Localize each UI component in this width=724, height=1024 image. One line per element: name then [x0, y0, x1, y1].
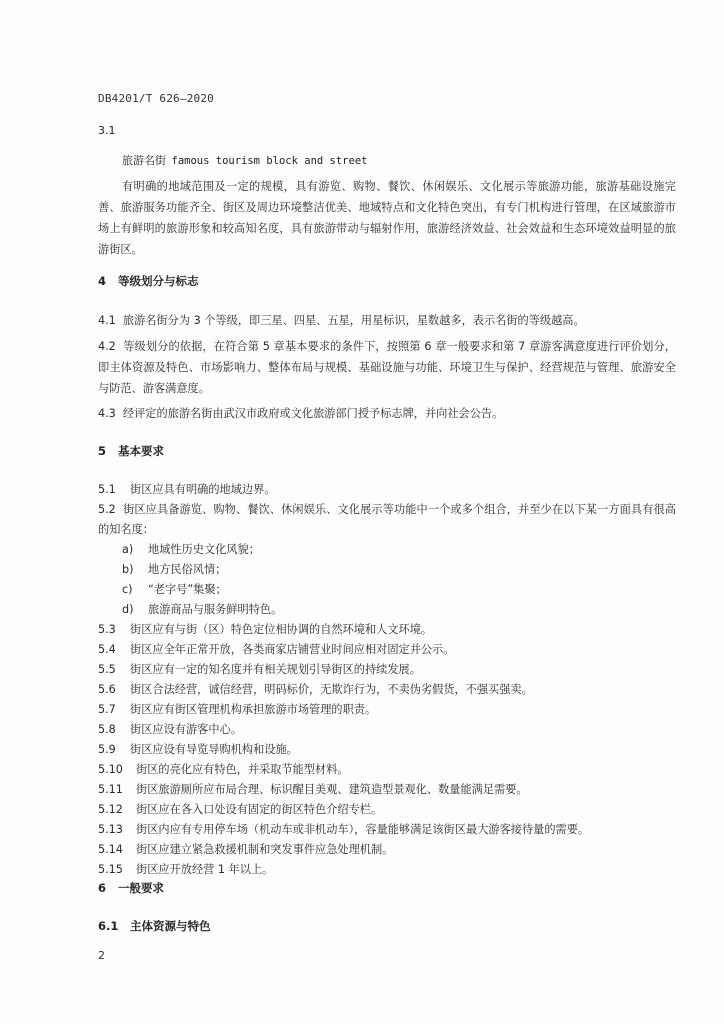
- list-marker: c): [122, 583, 133, 596]
- clause-5-7: [98, 700, 676, 720]
- section-6-heading: [98, 880, 164, 896]
- term-number: 3.1: [98, 124, 116, 137]
- list-item-d: [122, 600, 282, 620]
- clause-number: 5.8: [98, 723, 116, 736]
- clause-number: 5.5: [98, 663, 116, 676]
- clause-number: 5.9: [98, 743, 116, 756]
- clause-text: 街区的亮化应有特色，并采取节能型材料。: [136, 763, 349, 776]
- clause-text: 街区应设有导览导购机构和设施。: [130, 743, 298, 756]
- clause-5-3: [98, 620, 676, 640]
- clause-number: 5.3: [98, 623, 116, 636]
- clause-number: 5.1: [98, 483, 116, 496]
- clause-number: 5.2: [98, 503, 116, 516]
- clause-text: 等级划分的依据，在符合第 5 章基本要求的条件下，按照第 6 章一般要求和第 7 章游客满意度进行评价划分，即主体资源及特色、市场影响力、整体布局与规模、基础设施与功能、环境卫生与保护、经营规范与管理、旅游安全与防范、游客满意度。: [98, 340, 676, 395]
- clause-text: 街区应具备游览、购物、餐饮、休闲娱乐、文化展示等功能中一个或多个组合，并至少在以下某一方面具有很高的知名度：: [98, 503, 676, 536]
- section-6-title: 一般要求: [118, 881, 164, 895]
- clause-5-11: [98, 780, 676, 800]
- section-5-number: 5: [98, 444, 107, 458]
- clause-text: 街区应有街区管理机构承担旅游市场管理的职责。: [130, 703, 377, 716]
- clause-number: 4.1: [98, 314, 116, 327]
- list-item-b: [122, 560, 226, 580]
- clause-number: 5.4: [98, 643, 116, 656]
- clause-number: 5.11: [98, 783, 123, 796]
- clause-number: 4.3: [98, 407, 116, 420]
- section-4-heading: [98, 273, 199, 289]
- clause-5-15: [98, 860, 676, 880]
- list-text: “老字号”集聚；: [148, 583, 227, 596]
- clause-text: 旅游名街分为 3 个等级，即三星、四星、五星，用星标识，星数越多，表示名街的等级越高。: [122, 314, 585, 327]
- clause-text: 经评定的旅游名街由武汉市政府或文化旅游部门授予标志牌，并向社会公告。: [122, 407, 504, 420]
- clause-text: 街区应具有明确的地域边界。: [130, 483, 276, 496]
- doc-id-header: DB4201/T 626—2020: [98, 92, 214, 105]
- clause-number: 5.10: [98, 763, 123, 776]
- section-6-1-title: 主体资源与特色: [130, 919, 211, 933]
- section-6-1-heading: [98, 918, 211, 934]
- clause-5-2: [98, 500, 676, 540]
- clause-text: 街区应建立紧急救援机制和突发事件应急处理机制。: [136, 843, 394, 856]
- clause-5-5: [98, 660, 676, 680]
- clause-4-2: [98, 336, 676, 399]
- clause-number: 5.7: [98, 703, 116, 716]
- clause-text: 街区内应有专用停车场（机动车或非机动车），容量能够满足该街区最大游客接待量的需要。: [136, 823, 590, 836]
- clause-5-13: [98, 820, 676, 840]
- clause-text: 街区旅游厕所应布局合理、标识醒目美观、建筑造型景观化、数量能满足需要。: [136, 783, 528, 796]
- clause-5-9: [98, 740, 676, 760]
- section-5-heading: [98, 443, 164, 459]
- list-item-c: [122, 580, 227, 600]
- clause-text: 街区应设有游客中心。: [130, 723, 242, 736]
- clause-5-6: [98, 680, 676, 700]
- clause-4-3: [98, 403, 676, 424]
- section-5-title: 基本要求: [118, 444, 164, 458]
- clause-number: 5.12: [98, 803, 123, 816]
- clause-text: 街区应有与街（区）特色定位相协调的自然环境和人文环境。: [130, 623, 433, 636]
- clause-5-4: [98, 640, 676, 660]
- clause-text: 街区应开放经营 1 年以上。: [136, 863, 274, 876]
- section-4-number: 4: [98, 274, 107, 288]
- term-title-en: famous tourism block and street: [171, 155, 368, 167]
- term-title: [122, 152, 367, 168]
- section-6-1-number: 6.1: [98, 919, 119, 933]
- clause-number: 5.14: [98, 843, 123, 856]
- list-marker: b): [122, 563, 134, 576]
- clause-number: 4.2: [98, 340, 116, 353]
- list-text: 地方民俗风情；: [148, 563, 227, 576]
- clause-number: 5.15: [98, 863, 123, 876]
- section-4-title: 等级划分与标志: [118, 274, 199, 288]
- clause-5-12: [98, 800, 676, 820]
- section-6-number: 6: [98, 881, 107, 895]
- term-title-zh: 旅游名街: [122, 154, 166, 167]
- clause-text: 街区应在各入口处设有固定的街区特色介绍专栏。: [136, 803, 383, 816]
- page-number: 2: [98, 949, 105, 962]
- list-item-a: [122, 540, 260, 560]
- list-text: 旅游商品与服务鲜明特色。: [148, 603, 283, 616]
- clause-number: 5.13: [98, 823, 123, 836]
- clause-number: 5.6: [98, 683, 116, 696]
- clause-5-10: [98, 760, 676, 780]
- list-text: 地域性历史文化风貌；: [148, 543, 260, 556]
- clause-5-8: [98, 720, 676, 740]
- clause-text: 街区应有一定的知名度并有相关规划引导街区的持续发展。: [130, 663, 421, 676]
- clause-text: 街区合法经营，诚信经营，明码标价，无欺诈行为，不卖伪劣假货，不强买强卖。: [130, 683, 533, 696]
- list-marker: d): [122, 603, 134, 616]
- clause-4-1: [98, 310, 676, 331]
- term-definition: 有明确的地域范围及一定的规模，具有游览、购物、餐饮、休闲娱乐、文化展示等旅游功能，旅游基础设施完善、旅游服务功能齐全、街区及周边环境整洁优美、地域特点和文化特色突出，有专门机构进行管理，在区域旅游市场上有鲜明的旅游形象和较高知名度，具有旅游带动与辐射作用，旅游经济效益、社会效益和生态环境效益明显的旅游街区。: [98, 180, 676, 256]
- clause-5-14: [98, 840, 676, 860]
- clause-text: 街区应全年正常开放，各类商家店铺营业时间应相对固定并公示。: [130, 643, 455, 656]
- clause-5-1: [98, 480, 676, 500]
- list-marker: a): [122, 543, 134, 556]
